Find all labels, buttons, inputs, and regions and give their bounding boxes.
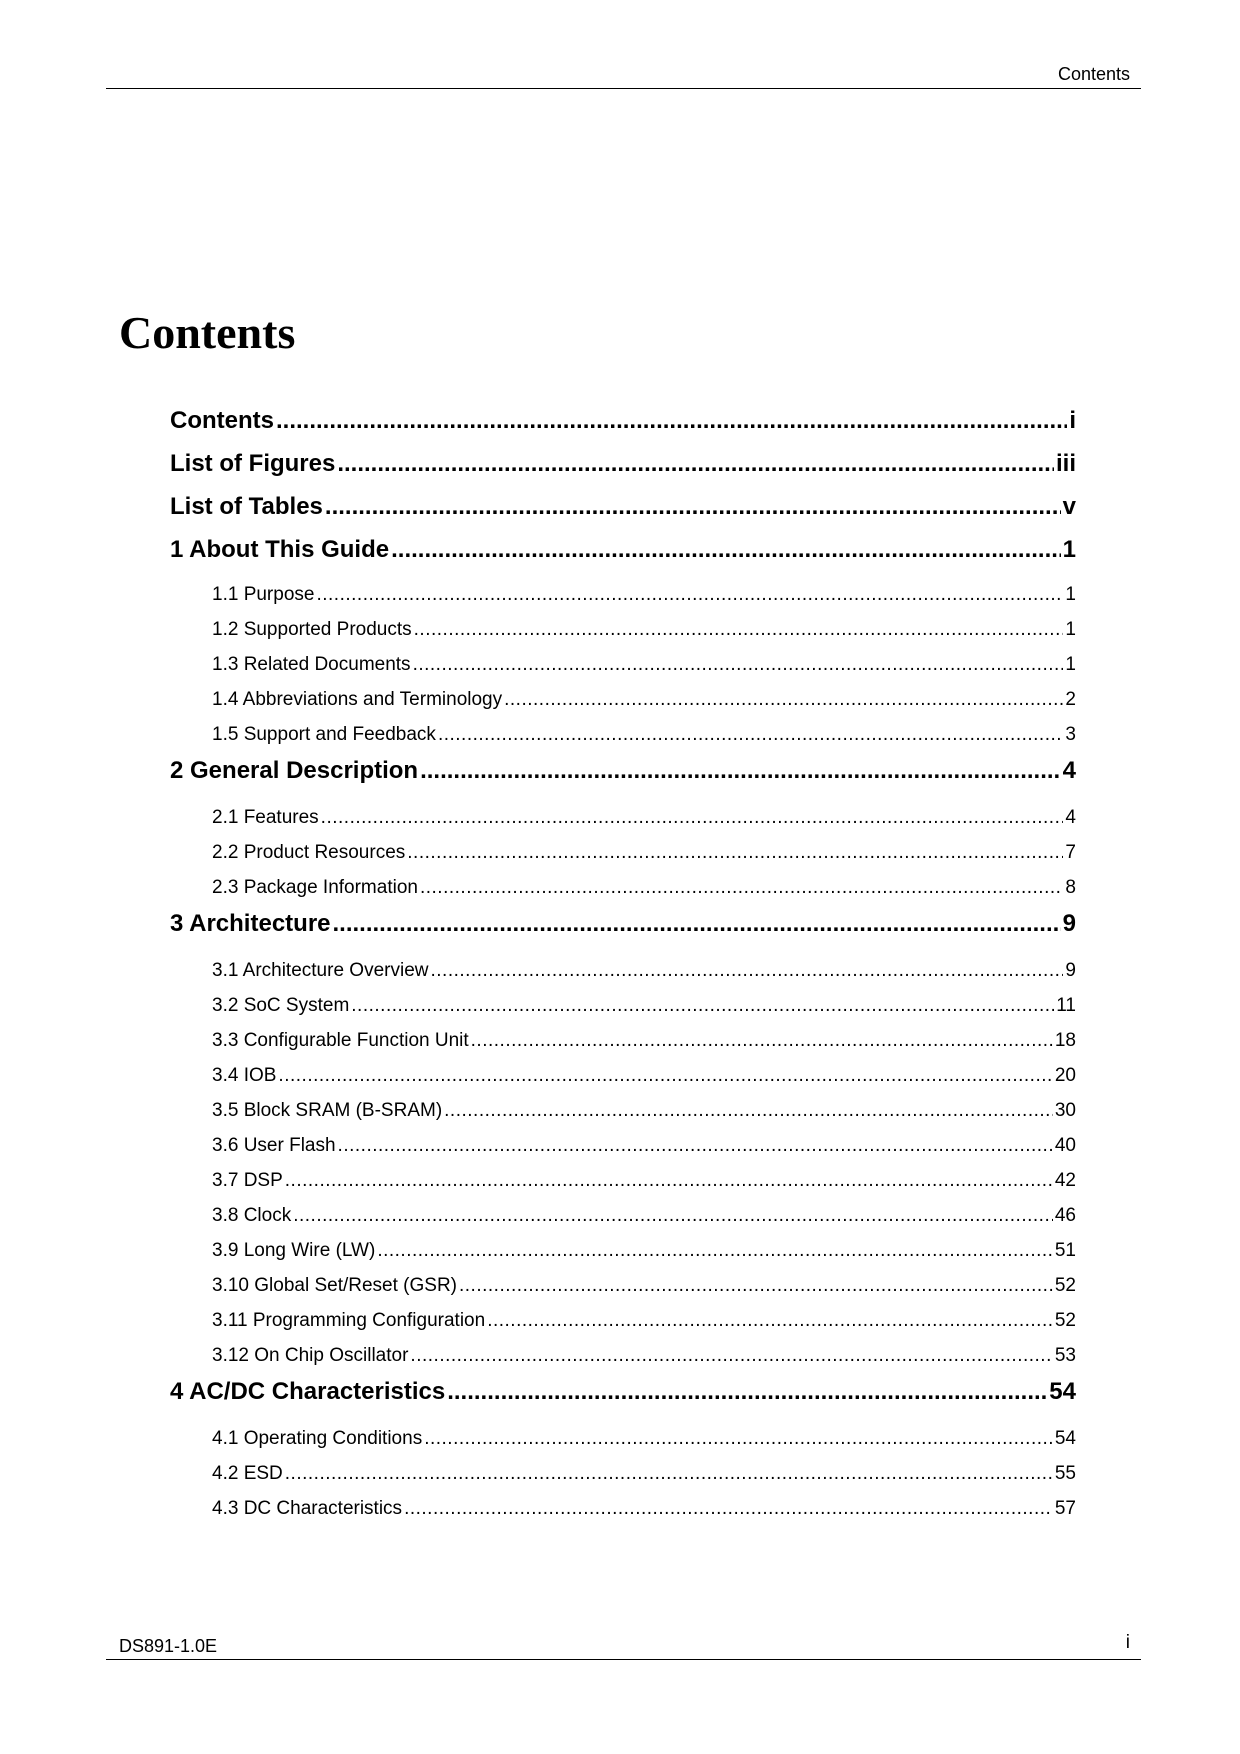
toc-entry[interactable]: [212, 654, 1076, 676]
toc-entry[interactable]: [212, 1135, 1076, 1157]
toc-entry-title: 3.5 Block SRAM (B-SRAM): [212, 1100, 443, 1121]
toc-dot-leader: [321, 807, 1064, 829]
toc-entry-page: 8: [1065, 877, 1076, 898]
toc-dot-leader: [285, 1170, 1053, 1192]
toc-dot-leader: [504, 689, 1063, 711]
toc-entry[interactable]: [212, 1170, 1076, 1192]
toc-entry[interactable]: [170, 757, 1076, 785]
toc-dot-leader: [410, 1345, 1052, 1367]
running-header: Contents: [1057, 64, 1130, 84]
toc-entry[interactable]: [212, 1240, 1076, 1262]
toc-dot-leader: [471, 1030, 1053, 1052]
toc-entry-title: 1.2 Supported Products: [212, 619, 412, 640]
toc-entry[interactable]: [212, 807, 1076, 829]
toc-dot-leader: [316, 584, 1063, 606]
toc-dot-leader: [447, 1378, 1047, 1406]
toc-entry-title: 3.10 Global Set/Reset (GSR): [212, 1275, 457, 1296]
toc-entry-title: 2 General Description: [170, 757, 419, 784]
toc-entry-page: 52: [1054, 1275, 1076, 1296]
toc-entry[interactable]: [170, 1378, 1076, 1406]
toc-entry-page: 1: [1065, 584, 1076, 605]
toc-entry-page: 51: [1054, 1240, 1076, 1261]
toc-dot-leader: [404, 1498, 1053, 1520]
toc-entry-title: 2.2 Product Resources: [212, 842, 406, 863]
toc-entry-page: 46: [1054, 1205, 1076, 1226]
toc-entry[interactable]: [212, 1275, 1076, 1297]
toc-entry-title: 1.5 Support and Feedback: [212, 724, 436, 745]
toc-entry[interactable]: [170, 450, 1076, 478]
toc-entry-page: 18: [1054, 1030, 1076, 1051]
toc-dot-leader: [444, 1100, 1053, 1122]
toc-entry-page: 30: [1054, 1100, 1076, 1121]
toc-entry-page: 1: [1065, 654, 1076, 675]
toc-dot-leader: [420, 757, 1061, 785]
toc-entry-title: 4.3 DC Characteristics: [212, 1498, 403, 1519]
toc-entry[interactable]: [212, 1498, 1076, 1520]
toc-entry-page: 42: [1054, 1170, 1076, 1191]
footer-page-number: i: [1125, 1632, 1130, 1653]
toc-entry-page: 9: [1065, 960, 1076, 981]
toc-dot-leader: [487, 1310, 1053, 1332]
toc-entry-title: 3.11 Programming Configuration: [212, 1310, 486, 1331]
toc-dot-leader: [438, 724, 1063, 746]
toc-entry[interactable]: [170, 407, 1076, 435]
toc-dot-leader: [407, 842, 1063, 864]
toc-entry-title: 3.3 Configurable Function Unit: [212, 1030, 469, 1051]
toc-entry-page: 1: [1062, 536, 1076, 563]
toc-entry-page: 2: [1065, 689, 1076, 710]
toc-entry[interactable]: [170, 493, 1076, 521]
toc-dot-leader: [424, 1428, 1053, 1450]
toc-entry[interactable]: [212, 1310, 1076, 1332]
toc-entry[interactable]: [212, 619, 1076, 641]
toc-entry-page: 4: [1065, 807, 1076, 828]
toc-entry-page: i: [1069, 407, 1076, 434]
toc-entry-page: 57: [1054, 1498, 1076, 1519]
toc-entry[interactable]: [212, 689, 1076, 711]
toc-entry-page: 40: [1054, 1135, 1076, 1156]
toc-entry[interactable]: [170, 536, 1076, 564]
toc-entry-title: List of Figures: [170, 450, 336, 477]
toc-dot-leader: [293, 1205, 1053, 1227]
toc-entry-title: 3.7 DSP: [212, 1170, 283, 1191]
toc-dot-leader: [430, 960, 1063, 982]
toc-entry-title: 3.2 SoC System: [212, 995, 350, 1016]
toc-entry[interactable]: [212, 1065, 1076, 1087]
toc-entry[interactable]: [212, 584, 1076, 606]
toc-entry-title: 3.1 Architecture Overview: [212, 960, 429, 981]
toc-dot-leader: [285, 1463, 1053, 1485]
toc-dot-leader: [325, 493, 1061, 521]
toc-entry-page: 54: [1054, 1428, 1076, 1449]
toc-entry[interactable]: [212, 724, 1076, 746]
toc-entry-page: 3: [1065, 724, 1076, 745]
toc-entry-title: 4.2 ESD: [212, 1463, 283, 1484]
toc-dot-leader: [278, 1065, 1052, 1087]
toc-entry-title: 3.4 IOB: [212, 1065, 277, 1086]
toc-entry-page: v: [1062, 493, 1076, 520]
toc-dot-leader: [377, 1240, 1053, 1262]
toc-entry-page: 55: [1054, 1463, 1076, 1484]
footer-doc-id: DS891-1.0E: [119, 1636, 218, 1656]
toc-entry-title: 1.1 Purpose: [212, 584, 315, 605]
toc-entry[interactable]: [212, 1463, 1076, 1485]
page-title: Contents: [119, 307, 296, 358]
toc-dot-leader: [420, 877, 1063, 899]
toc-entry[interactable]: [170, 910, 1076, 938]
toc-dot-leader: [413, 654, 1064, 676]
toc-entry-page: 1: [1065, 619, 1076, 640]
toc-dot-leader: [414, 619, 1064, 641]
toc-entry-page: 53: [1054, 1345, 1076, 1366]
toc-entry-title: 4.1 Operating Conditions: [212, 1428, 423, 1449]
toc-entry[interactable]: [212, 1205, 1076, 1227]
toc-entry-page: 4: [1062, 757, 1076, 784]
toc-entry-title: Contents: [170, 407, 274, 434]
toc-dot-leader: [459, 1275, 1053, 1297]
toc-entry-page: 7: [1065, 842, 1076, 863]
toc-entry-title: 4 AC/DC Characteristics: [170, 1378, 446, 1405]
toc-entry-title: 3.6 User Flash: [212, 1135, 336, 1156]
toc-entry-title: 1.3 Related Documents: [212, 654, 411, 675]
toc-entry-page: iii: [1055, 450, 1076, 477]
toc-entry-page: 52: [1054, 1310, 1076, 1331]
toc-entry-page: 20: [1054, 1065, 1076, 1086]
toc-entry-title: 3.12 On Chip Oscillator: [212, 1345, 409, 1366]
toc-entry[interactable]: [212, 1345, 1076, 1367]
toc-entry-title: 2.1 Features: [212, 807, 319, 828]
toc-dot-leader: [391, 536, 1061, 564]
toc-entry-title: List of Tables: [170, 493, 323, 520]
toc-dot-leader: [338, 1135, 1053, 1157]
toc-dot-leader: [333, 910, 1061, 938]
toc-entry[interactable]: [212, 1428, 1076, 1450]
toc-dot-leader: [276, 407, 1067, 435]
footer-divider: [106, 1659, 1141, 1660]
toc-entry-title: 2.3 Package Information: [212, 877, 418, 898]
toc-entry-title: 3.8 Clock: [212, 1205, 292, 1226]
toc-entry-page: 54: [1049, 1378, 1076, 1405]
toc-entry[interactable]: [212, 995, 1076, 1017]
toc-entry-title: 3.9 Long Wire (LW): [212, 1240, 376, 1261]
toc-entry[interactable]: [212, 842, 1076, 864]
toc-entry[interactable]: [212, 960, 1076, 982]
toc-dot-leader: [337, 450, 1054, 478]
toc-entry-page: 11: [1056, 995, 1076, 1016]
toc-entry[interactable]: [212, 1030, 1076, 1052]
header-divider: [106, 88, 1141, 89]
toc-entry[interactable]: [212, 1100, 1076, 1122]
toc-entry-title: 1.4 Abbreviations and Terminology: [212, 689, 503, 710]
toc-entry-page: 9: [1062, 910, 1076, 937]
toc-dot-leader: [351, 995, 1054, 1017]
toc-entry[interactable]: [212, 877, 1076, 899]
toc-entry-title: 1 About This Guide: [170, 536, 390, 563]
toc-entry-title: 3 Architecture: [170, 910, 331, 937]
